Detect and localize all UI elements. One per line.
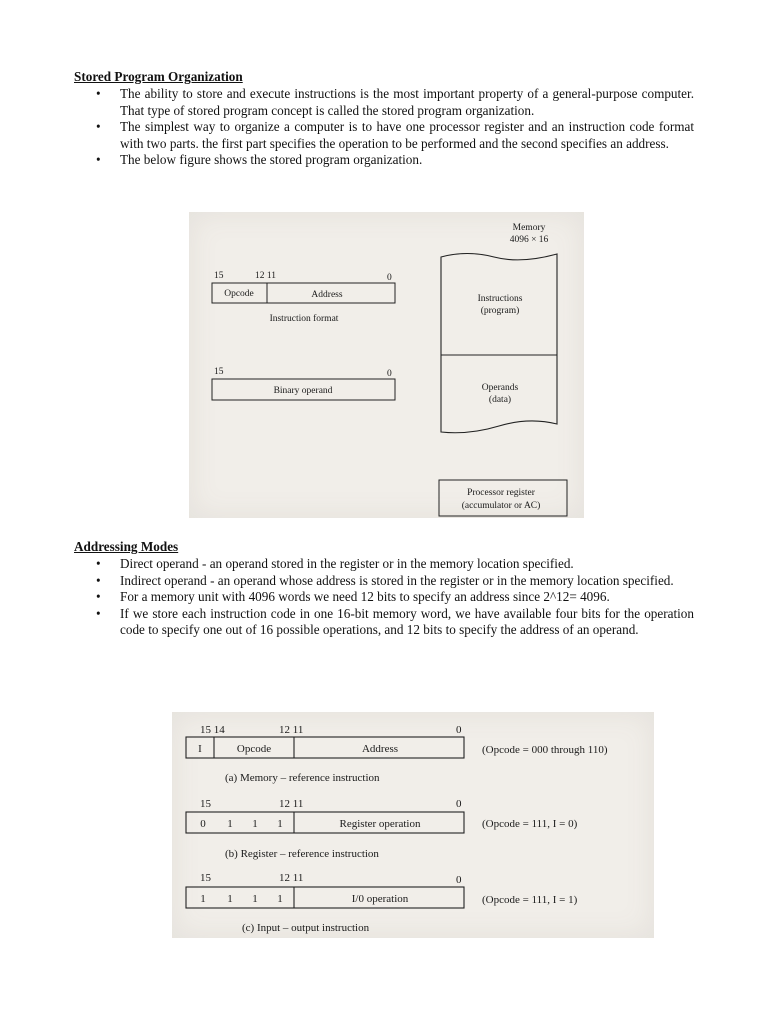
list-item bbox=[74, 556, 694, 573]
bit-value: 0 bbox=[200, 818, 206, 830]
a-bit-label-0: 0 bbox=[456, 724, 462, 736]
list-item bbox=[74, 589, 694, 606]
register-reference-caption: (b) Register – reference instruction bbox=[225, 848, 379, 860]
c-bit-label-12-11: 12 11 bbox=[279, 872, 304, 884]
memory-size: 4096 × 16 bbox=[509, 235, 549, 245]
instruction-formats-figure bbox=[172, 712, 654, 938]
a-opcode-note: (Opcode = 000 through 110) bbox=[482, 744, 608, 756]
c-bit-label-0: 0 bbox=[456, 874, 462, 886]
bullet-icon: • bbox=[96, 605, 101, 621]
bit-value: 1 bbox=[277, 818, 283, 830]
bullet-text: If we store each instruction code in one 16-bit memory word, we have available four bits for the operation code to specify one out of 16 possible operations, and 12 bits to specify the address of an operand. bbox=[120, 605, 694, 637]
bullet-text: The ability to store and execute instructions is the most important property of a general-purpose computer. That type of stored program concept is called the stored program organization. bbox=[120, 86, 694, 118]
list-item bbox=[74, 119, 694, 152]
bullet-icon: • bbox=[96, 572, 101, 588]
program-label: (program) bbox=[480, 306, 520, 316]
c-opcode-note: (Opcode = 111, I = 1) bbox=[482, 894, 578, 906]
register-operation-field: Register operation bbox=[339, 818, 421, 830]
binary-operand-label: Binary operand bbox=[273, 386, 333, 396]
a-bit-label-15-14: 15 14 bbox=[200, 724, 225, 736]
operand-bit-label-0: 0 bbox=[387, 369, 392, 379]
bullet-icon: • bbox=[96, 556, 101, 571]
bit-label-15: 15 bbox=[214, 271, 224, 281]
bit-value: 1 bbox=[227, 893, 233, 905]
bit-value: 1 bbox=[200, 893, 206, 905]
operand-bit-label-15: 15 bbox=[214, 367, 224, 377]
address-field: Address bbox=[361, 743, 399, 755]
data-label: (data) bbox=[488, 395, 512, 405]
instruction-format-caption: Instruction format bbox=[269, 314, 339, 324]
memory-reference-caption: (a) Memory – reference instruction bbox=[225, 772, 380, 784]
bullet-text: Indirect operand - an operand whose address is stored in the register or in the memory location specified. bbox=[120, 572, 674, 588]
bit-label-12-11: 12 11 bbox=[255, 271, 277, 281]
memory-box bbox=[441, 254, 557, 433]
section-title-stored-program: Stored Program Organization bbox=[74, 69, 243, 84]
b-bit-label-0: 0 bbox=[456, 798, 462, 810]
bit-value: 1 bbox=[227, 818, 233, 830]
bullet-icon: • bbox=[96, 152, 101, 167]
stored-program-figure bbox=[189, 212, 584, 518]
a-bit-label-12-11: 12 11 bbox=[279, 724, 304, 736]
b-bit-label-12-11: 12 11 bbox=[279, 798, 304, 810]
b-bit-label-15: 15 bbox=[200, 798, 211, 810]
io-operation-field: I/0 operation bbox=[351, 893, 409, 905]
section-title-addressing-modes: Addressing Modes bbox=[74, 539, 179, 554]
bit-value: 1 bbox=[277, 893, 283, 905]
list-item bbox=[74, 86, 694, 119]
bullet-text: The below figure shows the stored program organization. bbox=[120, 152, 423, 167]
address-field: Address bbox=[311, 290, 343, 300]
bullet-text: Direct operand - an operand stored in the register or in the memory location specified. bbox=[120, 556, 574, 571]
memory-reference-box bbox=[186, 737, 464, 758]
bullet-text: The simplest way to organize a computer is to have one processor register and an instruction code format with two parts. the first part specifies the operation to be performed and the second specifies an address. bbox=[120, 119, 694, 151]
bit-value: 1 bbox=[252, 818, 258, 830]
bullet-icon: • bbox=[96, 119, 101, 134]
bit-label-0: 0 bbox=[387, 273, 392, 283]
c-bit-label-15: 15 bbox=[200, 872, 211, 884]
stored-program-bullets bbox=[74, 86, 694, 169]
bullet-text: For a memory unit with 4096 words we need 12 bits to specify an address since 2^12= 4096. bbox=[120, 589, 610, 604]
b-opcode-note: (Opcode = 111, I = 0) bbox=[482, 818, 578, 830]
input-output-caption: (c) Input – output instruction bbox=[242, 922, 370, 934]
opcode-field: Opcode bbox=[236, 743, 272, 755]
opcode-field: Opcode bbox=[224, 289, 254, 299]
addressing-modes-bullets bbox=[74, 556, 694, 639]
processor-register-label: Processor register bbox=[467, 488, 535, 498]
bullet-icon: • bbox=[96, 589, 101, 604]
bit-value: 1 bbox=[252, 893, 258, 905]
stored-program-diagram bbox=[189, 212, 584, 518]
list-item bbox=[74, 152, 694, 169]
memory-label: Memory bbox=[512, 223, 546, 233]
list-item bbox=[74, 606, 694, 639]
operands-label: Operands bbox=[481, 383, 519, 393]
indirect-bit-field: I bbox=[198, 743, 202, 755]
bullet-icon: • bbox=[96, 86, 101, 101]
instructions-label: Instructions bbox=[477, 294, 523, 304]
list-item bbox=[74, 573, 694, 590]
instruction-formats-diagram bbox=[172, 712, 654, 938]
accumulator-label: (accumulator or AC) bbox=[461, 501, 541, 511]
